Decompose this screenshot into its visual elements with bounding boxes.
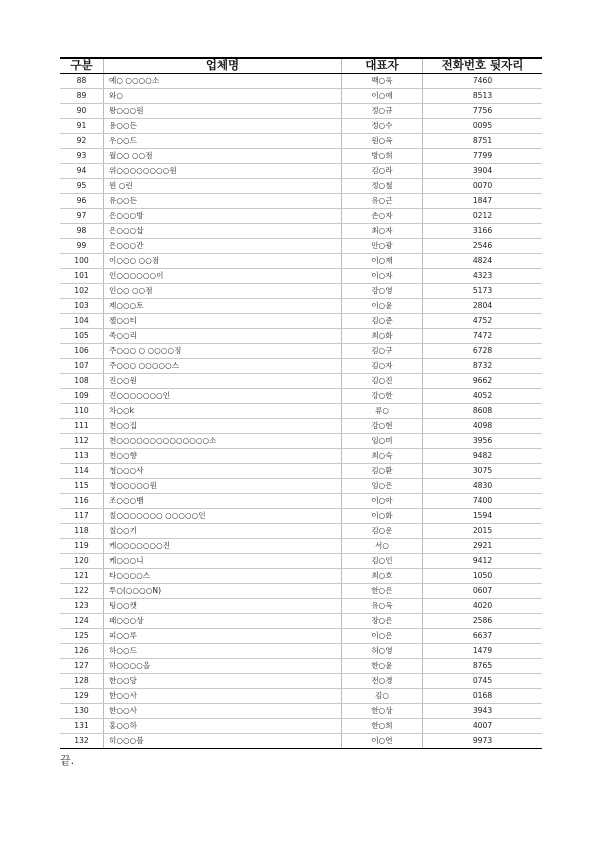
- phone-digits-cell: 2921: [423, 538, 543, 553]
- representative-cell: 유○근: [342, 193, 423, 208]
- table-row: [60, 88, 542, 103]
- row-number: 126: [60, 643, 104, 658]
- row-number: 116: [60, 493, 104, 508]
- row-number: 107: [60, 358, 104, 373]
- table-row: [60, 178, 542, 193]
- representative-cell: 임○은: [342, 478, 423, 493]
- representative-cell: 최○자: [342, 223, 423, 238]
- business-name-cell: 차○○k: [104, 403, 342, 418]
- representative-cell: 류○: [342, 403, 423, 418]
- row-number: 103: [60, 298, 104, 313]
- representative-cell: 방○희: [342, 148, 423, 163]
- table-row: [60, 658, 542, 673]
- row-number: 111: [60, 418, 104, 433]
- business-name-cell: 칠○○기: [104, 523, 342, 538]
- row-number: 101: [60, 268, 104, 283]
- phone-digits-cell: 1479: [423, 643, 543, 658]
- business-name-cell: 인○○ ○○점: [104, 283, 342, 298]
- representative-cell: 강○영: [342, 283, 423, 298]
- table-row: [60, 478, 542, 493]
- business-name-cell: 은○○○간: [104, 238, 342, 253]
- business-name-cell: 이○○○ ○○점: [104, 253, 342, 268]
- representative-cell: 손○자: [342, 208, 423, 223]
- row-number: 117: [60, 508, 104, 523]
- business-name-cell: 인○○○○○○이: [104, 268, 342, 283]
- phone-digits-cell: 0168: [423, 688, 543, 703]
- representative-cell: 김○자: [342, 358, 423, 373]
- table-row: [60, 718, 542, 733]
- table-row: [60, 103, 542, 118]
- table-row: [60, 268, 542, 283]
- representative-cell: 최○화: [342, 328, 423, 343]
- row-number: 114: [60, 463, 104, 478]
- representative-cell: 강○현: [342, 418, 423, 433]
- phone-digits-cell: 8765: [423, 658, 543, 673]
- table-row: [60, 538, 542, 553]
- table-row: [60, 373, 542, 388]
- business-name-cell: 타○○○○스: [104, 568, 342, 583]
- header-business-name: 업체명: [104, 58, 342, 73]
- table-row: [60, 673, 542, 688]
- representative-cell: 안○광: [342, 238, 423, 253]
- business-name-cell: 조○○○뱀: [104, 493, 342, 508]
- row-number: 120: [60, 553, 104, 568]
- business-name-cell: 칠○○○○○○○ ○○○○○인: [104, 508, 342, 523]
- row-number: 118: [60, 523, 104, 538]
- header-number: 구분: [60, 58, 104, 73]
- representative-cell: 정○수: [342, 118, 423, 133]
- phone-digits-cell: 2804: [423, 298, 543, 313]
- table-row: [60, 163, 542, 178]
- representative-cell: 김○환: [342, 463, 423, 478]
- row-number: 94: [60, 163, 104, 178]
- table-row: [60, 223, 542, 238]
- business-name-cell: 월○○ ○○점: [104, 148, 342, 163]
- row-number: 129: [60, 688, 104, 703]
- phone-digits-cell: 3943: [423, 703, 543, 718]
- table-row: [60, 568, 542, 583]
- representative-cell: 이○화: [342, 508, 423, 523]
- business-name-cell: 홍○○하: [104, 718, 342, 733]
- phone-digits-cell: 7799: [423, 148, 543, 163]
- row-number: 125: [60, 628, 104, 643]
- business-name-cell: 예○ ○○○○소: [104, 73, 342, 88]
- table-row: [60, 463, 542, 478]
- row-number: 106: [60, 343, 104, 358]
- header-representative: 대표자: [342, 58, 423, 73]
- phone-digits-cell: 0212: [423, 208, 543, 223]
- business-name-cell: 히○○○블: [104, 733, 342, 748]
- phone-digits-cell: 4323: [423, 268, 543, 283]
- table-header-row: [60, 58, 542, 73]
- table-row: [60, 628, 542, 643]
- row-number: 91: [60, 118, 104, 133]
- row-number: 88: [60, 73, 104, 88]
- business-name-cell: 위○○○○○○○○원: [104, 163, 342, 178]
- table-row: [60, 133, 542, 148]
- representative-cell: 이○아: [342, 493, 423, 508]
- phone-digits-cell: 7400: [423, 493, 543, 508]
- business-name-cell: 하○○○○을: [104, 658, 342, 673]
- row-number: 98: [60, 223, 104, 238]
- row-number: 92: [60, 133, 104, 148]
- representative-cell: 유○옥: [342, 598, 423, 613]
- phone-digits-cell: 4098: [423, 418, 543, 433]
- business-name-cell: 청○○○○○원: [104, 478, 342, 493]
- business-list-sheet: [60, 57, 542, 749]
- representative-cell: 이○재: [342, 253, 423, 268]
- phone-digits-cell: 3904: [423, 163, 543, 178]
- business-name-cell: 왕○○○원: [104, 103, 342, 118]
- table-row: [60, 238, 542, 253]
- business-name-cell: 진○○원: [104, 373, 342, 388]
- representative-cell: 최○숙: [342, 448, 423, 463]
- row-number: 95: [60, 178, 104, 193]
- business-name-cell: 은○○○삽: [104, 223, 342, 238]
- business-name-cell: 투○(○○○○N): [104, 583, 342, 598]
- row-number: 122: [60, 583, 104, 598]
- table-body: [60, 73, 542, 748]
- phone-digits-cell: 4052: [423, 388, 543, 403]
- row-number: 109: [60, 388, 104, 403]
- business-name-cell: 젤○○티: [104, 313, 342, 328]
- row-number: 102: [60, 283, 104, 298]
- header-phone-last-digits: 전화번호 뒷자리: [423, 58, 543, 73]
- phone-digits-cell: 9973: [423, 733, 543, 748]
- phone-digits-cell: 3166: [423, 223, 543, 238]
- row-number: 96: [60, 193, 104, 208]
- table-row: [60, 388, 542, 403]
- table-row: [60, 433, 542, 448]
- table-row: [60, 118, 542, 133]
- row-number: 123: [60, 598, 104, 613]
- row-number: 115: [60, 478, 104, 493]
- representative-cell: 김○구: [342, 343, 423, 358]
- table-row: [60, 193, 542, 208]
- business-name-cell: 와○: [104, 88, 342, 103]
- business-name-cell: 패○○○상: [104, 613, 342, 628]
- representative-cell: 이○자: [342, 268, 423, 283]
- business-name-cell: 족○○리: [104, 328, 342, 343]
- business-name-cell: 진○○○○○○○인: [104, 388, 342, 403]
- table-row: [60, 553, 542, 568]
- table-row: [60, 688, 542, 703]
- table-row: [60, 283, 542, 298]
- phone-digits-cell: 4752: [423, 313, 543, 328]
- table-row: [60, 643, 542, 658]
- table-row: [60, 358, 542, 373]
- row-number: 132: [60, 733, 104, 748]
- representative-cell: 이○은: [342, 628, 423, 643]
- phone-digits-cell: 5173: [423, 283, 543, 298]
- table-row: [60, 613, 542, 628]
- representative-cell: 한○은: [342, 583, 423, 598]
- phone-digits-cell: 3075: [423, 463, 543, 478]
- representative-cell: 한○윤: [342, 658, 423, 673]
- row-number: 124: [60, 613, 104, 628]
- phone-digits-cell: 8608: [423, 403, 543, 418]
- business-name-cell: 천○○○○○○○○○○○○○○소: [104, 433, 342, 448]
- representative-cell: 장○은: [342, 613, 423, 628]
- representative-cell: 이○애: [342, 88, 423, 103]
- table-row: [60, 598, 542, 613]
- business-name-cell: 유○○든: [104, 193, 342, 208]
- business-name-cell: 하○○드: [104, 643, 342, 658]
- representative-cell: 김○: [342, 688, 423, 703]
- row-number: 113: [60, 448, 104, 463]
- phone-digits-cell: 3956: [423, 433, 543, 448]
- business-name-cell: 청○○○사: [104, 463, 342, 478]
- table-row: [60, 208, 542, 223]
- business-name-cell: 주○○○ ○○○○○스: [104, 358, 342, 373]
- business-name-cell: 천○○집: [104, 418, 342, 433]
- row-number: 130: [60, 703, 104, 718]
- business-name-cell: 은○○○방: [104, 208, 342, 223]
- phone-digits-cell: 0070: [423, 178, 543, 193]
- representative-cell: 김○인: [342, 553, 423, 568]
- row-number: 105: [60, 328, 104, 343]
- row-number: 131: [60, 718, 104, 733]
- phone-digits-cell: 6728: [423, 343, 543, 358]
- representative-cell: 김○운: [342, 523, 423, 538]
- business-name-cell: 한○○당: [104, 673, 342, 688]
- table-row: [60, 313, 542, 328]
- phone-digits-cell: 7756: [423, 103, 543, 118]
- row-number: 119: [60, 538, 104, 553]
- phone-digits-cell: 1847: [423, 193, 543, 208]
- representative-cell: 서○: [342, 538, 423, 553]
- row-number: 108: [60, 373, 104, 388]
- table-row: [60, 493, 542, 508]
- row-number: 112: [60, 433, 104, 448]
- phone-digits-cell: 9662: [423, 373, 543, 388]
- representative-cell: 이○연: [342, 733, 423, 748]
- table-row: [60, 253, 542, 268]
- phone-digits-cell: 2015: [423, 523, 543, 538]
- representative-cell: 김○준: [342, 313, 423, 328]
- business-name-cell: 윈 ○린: [104, 178, 342, 193]
- phone-digits-cell: 4830: [423, 478, 543, 493]
- phone-digits-cell: 4007: [423, 718, 543, 733]
- phone-digits-cell: 6637: [423, 628, 543, 643]
- row-number: 121: [60, 568, 104, 583]
- table-row: [60, 523, 542, 538]
- table-row: [60, 448, 542, 463]
- row-number: 89: [60, 88, 104, 103]
- table-row: [60, 148, 542, 163]
- representative-cell: 한○희: [342, 718, 423, 733]
- row-number: 90: [60, 103, 104, 118]
- phone-digits-cell: 4824: [423, 253, 543, 268]
- table-row: [60, 328, 542, 343]
- representative-cell: 김○라: [342, 163, 423, 178]
- representative-cell: 임○미: [342, 433, 423, 448]
- business-name-cell: 피○○루: [104, 628, 342, 643]
- table-row: [60, 73, 542, 88]
- representative-cell: 최○호: [342, 568, 423, 583]
- table-row: [60, 403, 542, 418]
- representative-cell: 백○욱: [342, 73, 423, 88]
- phone-digits-cell: 7460: [423, 73, 543, 88]
- row-number: 104: [60, 313, 104, 328]
- end-mark: 끝.: [60, 754, 75, 767]
- table-row: [60, 343, 542, 358]
- business-name-cell: 한○○사: [104, 688, 342, 703]
- row-number: 93: [60, 148, 104, 163]
- row-number: 127: [60, 658, 104, 673]
- representative-cell: 김○진: [342, 373, 423, 388]
- representative-cell: 전○경: [342, 673, 423, 688]
- phone-digits-cell: 4020: [423, 598, 543, 613]
- phone-digits-cell: 1594: [423, 508, 543, 523]
- table-row: [60, 298, 542, 313]
- business-name-cell: 케○○○○○○○진: [104, 538, 342, 553]
- business-name-cell: 우○○드: [104, 133, 342, 148]
- table-row: [60, 508, 542, 523]
- phone-digits-cell: 0745: [423, 673, 543, 688]
- phone-digits-cell: 0607: [423, 583, 543, 598]
- phone-digits-cell: 2546: [423, 238, 543, 253]
- representative-cell: 한○상: [342, 703, 423, 718]
- phone-digits-cell: 8513: [423, 88, 543, 103]
- phone-digits-cell: 0095: [423, 118, 543, 133]
- business-name-cell: 제○○○토: [104, 298, 342, 313]
- phone-digits-cell: 9412: [423, 553, 543, 568]
- phone-digits-cell: 9482: [423, 448, 543, 463]
- business-name-cell: 팅○○캣: [104, 598, 342, 613]
- phone-digits-cell: 8751: [423, 133, 543, 148]
- row-number: 97: [60, 208, 104, 223]
- representative-cell: 정○철: [342, 178, 423, 193]
- representative-cell: 정○규: [342, 103, 423, 118]
- phone-digits-cell: 8732: [423, 358, 543, 373]
- representative-cell: 이○윤: [342, 298, 423, 313]
- row-number: 99: [60, 238, 104, 253]
- row-number: 110: [60, 403, 104, 418]
- business-name-cell: 케○○○니: [104, 553, 342, 568]
- table-row: [60, 733, 542, 748]
- business-name-cell: 천○○향: [104, 448, 342, 463]
- phone-digits-cell: 7472: [423, 328, 543, 343]
- phone-digits-cell: 2586: [423, 613, 543, 628]
- row-number: 128: [60, 673, 104, 688]
- business-name-cell: 한○○사: [104, 703, 342, 718]
- business-table: [60, 57, 542, 749]
- representative-cell: 원○옥: [342, 133, 423, 148]
- row-number: 100: [60, 253, 104, 268]
- table-row: [60, 583, 542, 598]
- representative-cell: 허○영: [342, 643, 423, 658]
- table-row: [60, 418, 542, 433]
- business-name-cell: 주○○○ ○ ○○○○징: [104, 343, 342, 358]
- table-row: [60, 703, 542, 718]
- phone-digits-cell: 1050: [423, 568, 543, 583]
- business-name-cell: 용○○든: [104, 118, 342, 133]
- representative-cell: 강○한: [342, 388, 423, 403]
